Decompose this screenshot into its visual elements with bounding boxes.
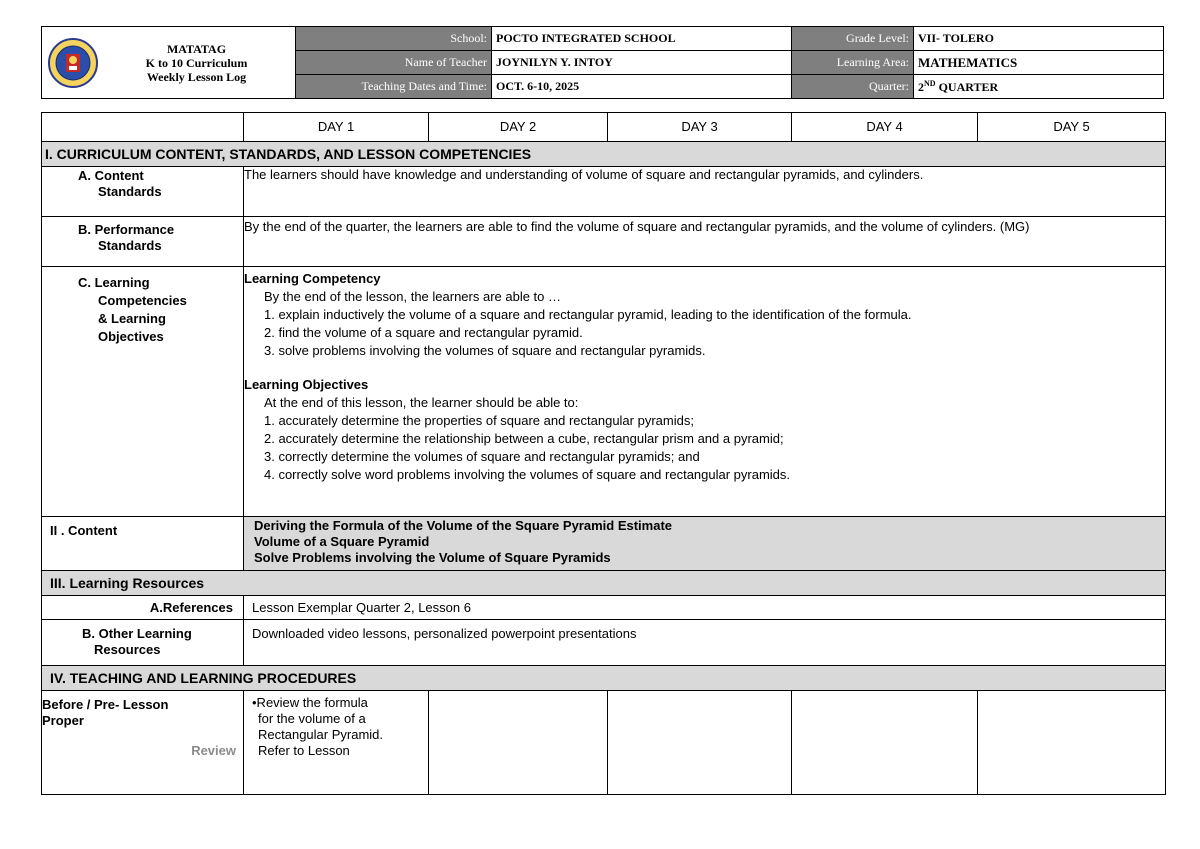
competencies-label-2: Competencies (98, 293, 187, 308)
performance-standards-row (42, 217, 1166, 267)
competency-item-2: 2. find the volume of a square and rectangular pyramid. (264, 325, 583, 340)
objective-item-4: 4. correctly solve word problems involving the volumes of square and rectangular pyramids. (264, 467, 791, 482)
resources-section-title: III. Learning Resources (42, 571, 1166, 596)
day-2-header: DAY 2 (429, 113, 608, 142)
grade-label: Grade Level: (792, 27, 914, 51)
day1-line-1: •Review the formula (252, 695, 368, 710)
logo-line-1: MATATAG (166, 41, 227, 56)
before-lesson-day-2 (429, 691, 608, 795)
competency-intro: By the end of the lesson, the learners are able to … (264, 289, 562, 304)
content-line-2: Volume of a Square Pyramid (254, 534, 430, 549)
teacher-value: JOYNILYN Y. INTOY (492, 51, 792, 75)
procedures-section-row (42, 666, 1166, 691)
corner-cell (42, 113, 244, 142)
grade-value: VII- TOLERO (914, 27, 1164, 51)
day-4-header: DAY 4 (792, 113, 978, 142)
competency-title: Learning Competency (244, 271, 381, 286)
competencies-label-4: Objectives (98, 329, 164, 344)
quarter-word: QUARTER (938, 79, 999, 94)
objectives-title: Learning Objectives (244, 377, 369, 392)
day-header-row (42, 113, 1166, 142)
competencies-text (244, 267, 1166, 517)
content-line-1: Deriving the Formula of the Volume of the Square Pyramid Estimate (254, 518, 673, 533)
school-value: POCTO INTEGRATED SCHOOL (492, 27, 792, 51)
competencies-row (42, 267, 1166, 517)
content-standards-text: The learners should have knowledge and understanding of volume of square and rectangular pyramids, and cylinders. (244, 167, 1166, 217)
dates-label: Teaching Dates and Time: (296, 75, 492, 99)
resources-section-row (42, 571, 1166, 596)
before-lesson-row (42, 691, 1166, 795)
content-standards-label (42, 167, 244, 217)
dates-value: OCT. 6-10, 2025 (492, 75, 792, 99)
review-label: Review (191, 743, 236, 758)
teacher-label: Name of Teacher (296, 51, 492, 75)
before-lesson-label-1: Before / Pre- Lesson (42, 697, 169, 712)
performance-standards-label (42, 217, 244, 267)
content-label: II . Content (42, 517, 244, 571)
curriculum-section-title: I. CURRICULUM CONTENT, STANDARDS, AND LESSON COMPETENCIES (42, 142, 1166, 167)
day-3-header: DAY 3 (608, 113, 792, 142)
content-standards-row (42, 167, 1166, 217)
curriculum-section-row (42, 142, 1166, 167)
content-line-3: Solve Problems involving the Volume of Square Pyramids (254, 550, 611, 565)
other-resources-label-2: Resources (94, 642, 161, 657)
logo-block (42, 27, 296, 99)
area-value: MATHEMATICS (914, 51, 1164, 75)
before-lesson-label-2: Proper (42, 713, 84, 728)
logo-line-2: K to 10 Curriculum (145, 55, 248, 70)
day1-line-2: for the volume of a (258, 711, 366, 726)
content-standards-label-1: A. Content (78, 168, 144, 183)
objectives-intro: At the end of this lesson, the learner should be able to: (264, 395, 579, 410)
lesson-log-header (41, 26, 1164, 99)
before-lesson-label (42, 691, 244, 795)
content-standards-label-2: Standards (98, 184, 162, 199)
performance-standards-text: By the end of the quarter, the learners are able to find the volume of square and rectangular pyramids, and the volume of cylinders. (MG) (244, 217, 1166, 267)
objective-item-3: 3. correctly determine the volumes of square and rectangular pyramids; and (264, 449, 700, 464)
before-lesson-day-4 (792, 691, 978, 795)
area-label: Learning Area: (792, 51, 914, 75)
day-5-header: DAY 5 (978, 113, 1166, 142)
performance-standards-label-1: B. Performance (78, 222, 175, 237)
quarter-label: Quarter: (792, 75, 914, 99)
procedures-section-title: IV. TEACHING AND LEARNING PROCEDURES (42, 666, 1166, 691)
logo-line-3: Weekly Lesson Log (146, 69, 247, 84)
competencies-label-3: & Learning (98, 311, 166, 326)
quarter-suffix: ND (924, 78, 936, 88)
quarter-value (914, 75, 1164, 99)
objective-item-1: 1. accurately determine the properties of square and rectangular pyramids; (264, 413, 694, 428)
objective-item-2: 2. accurately determine the relationship between a cube, rectangular prism and a pyramid; (264, 431, 784, 446)
day-1-header: DAY 1 (244, 113, 429, 142)
references-text: Lesson Exemplar Quarter 2, Lesson 6 (244, 596, 1166, 620)
performance-standards-label-2: Standards (98, 238, 162, 253)
other-resources-label (42, 620, 244, 666)
quarter-number: 2 (918, 79, 924, 94)
competencies-label (42, 267, 244, 517)
day1-line-3: Rectangular Pyramid. (258, 727, 383, 742)
content-row (42, 517, 1166, 571)
deped-seal-icon (48, 38, 98, 88)
other-resources-label-1: B. Other Learning (82, 626, 192, 641)
competency-item-1: 1. explain inductively the volume of a square and rectangular pyramid, leading to the identification of the formula. (264, 307, 912, 322)
other-resources-text: Downloaded video lessons, personalized powerpoint presentations (244, 620, 1166, 666)
references-label: A.References (42, 596, 244, 620)
references-row (42, 596, 1166, 620)
school-label: School: (296, 27, 492, 51)
competency-item-3: 3. solve problems involving the volumes of square and rectangular pyramids. (264, 343, 706, 358)
competencies-label-1: C. Learning (78, 275, 150, 290)
before-lesson-day-5 (978, 691, 1166, 795)
before-lesson-day-1 (244, 691, 429, 795)
content-text (244, 517, 1166, 571)
day1-line-4: Refer to Lesson (258, 743, 350, 758)
lesson-log-grid (41, 112, 1166, 795)
other-resources-row (42, 620, 1166, 666)
before-lesson-day-3 (608, 691, 792, 795)
